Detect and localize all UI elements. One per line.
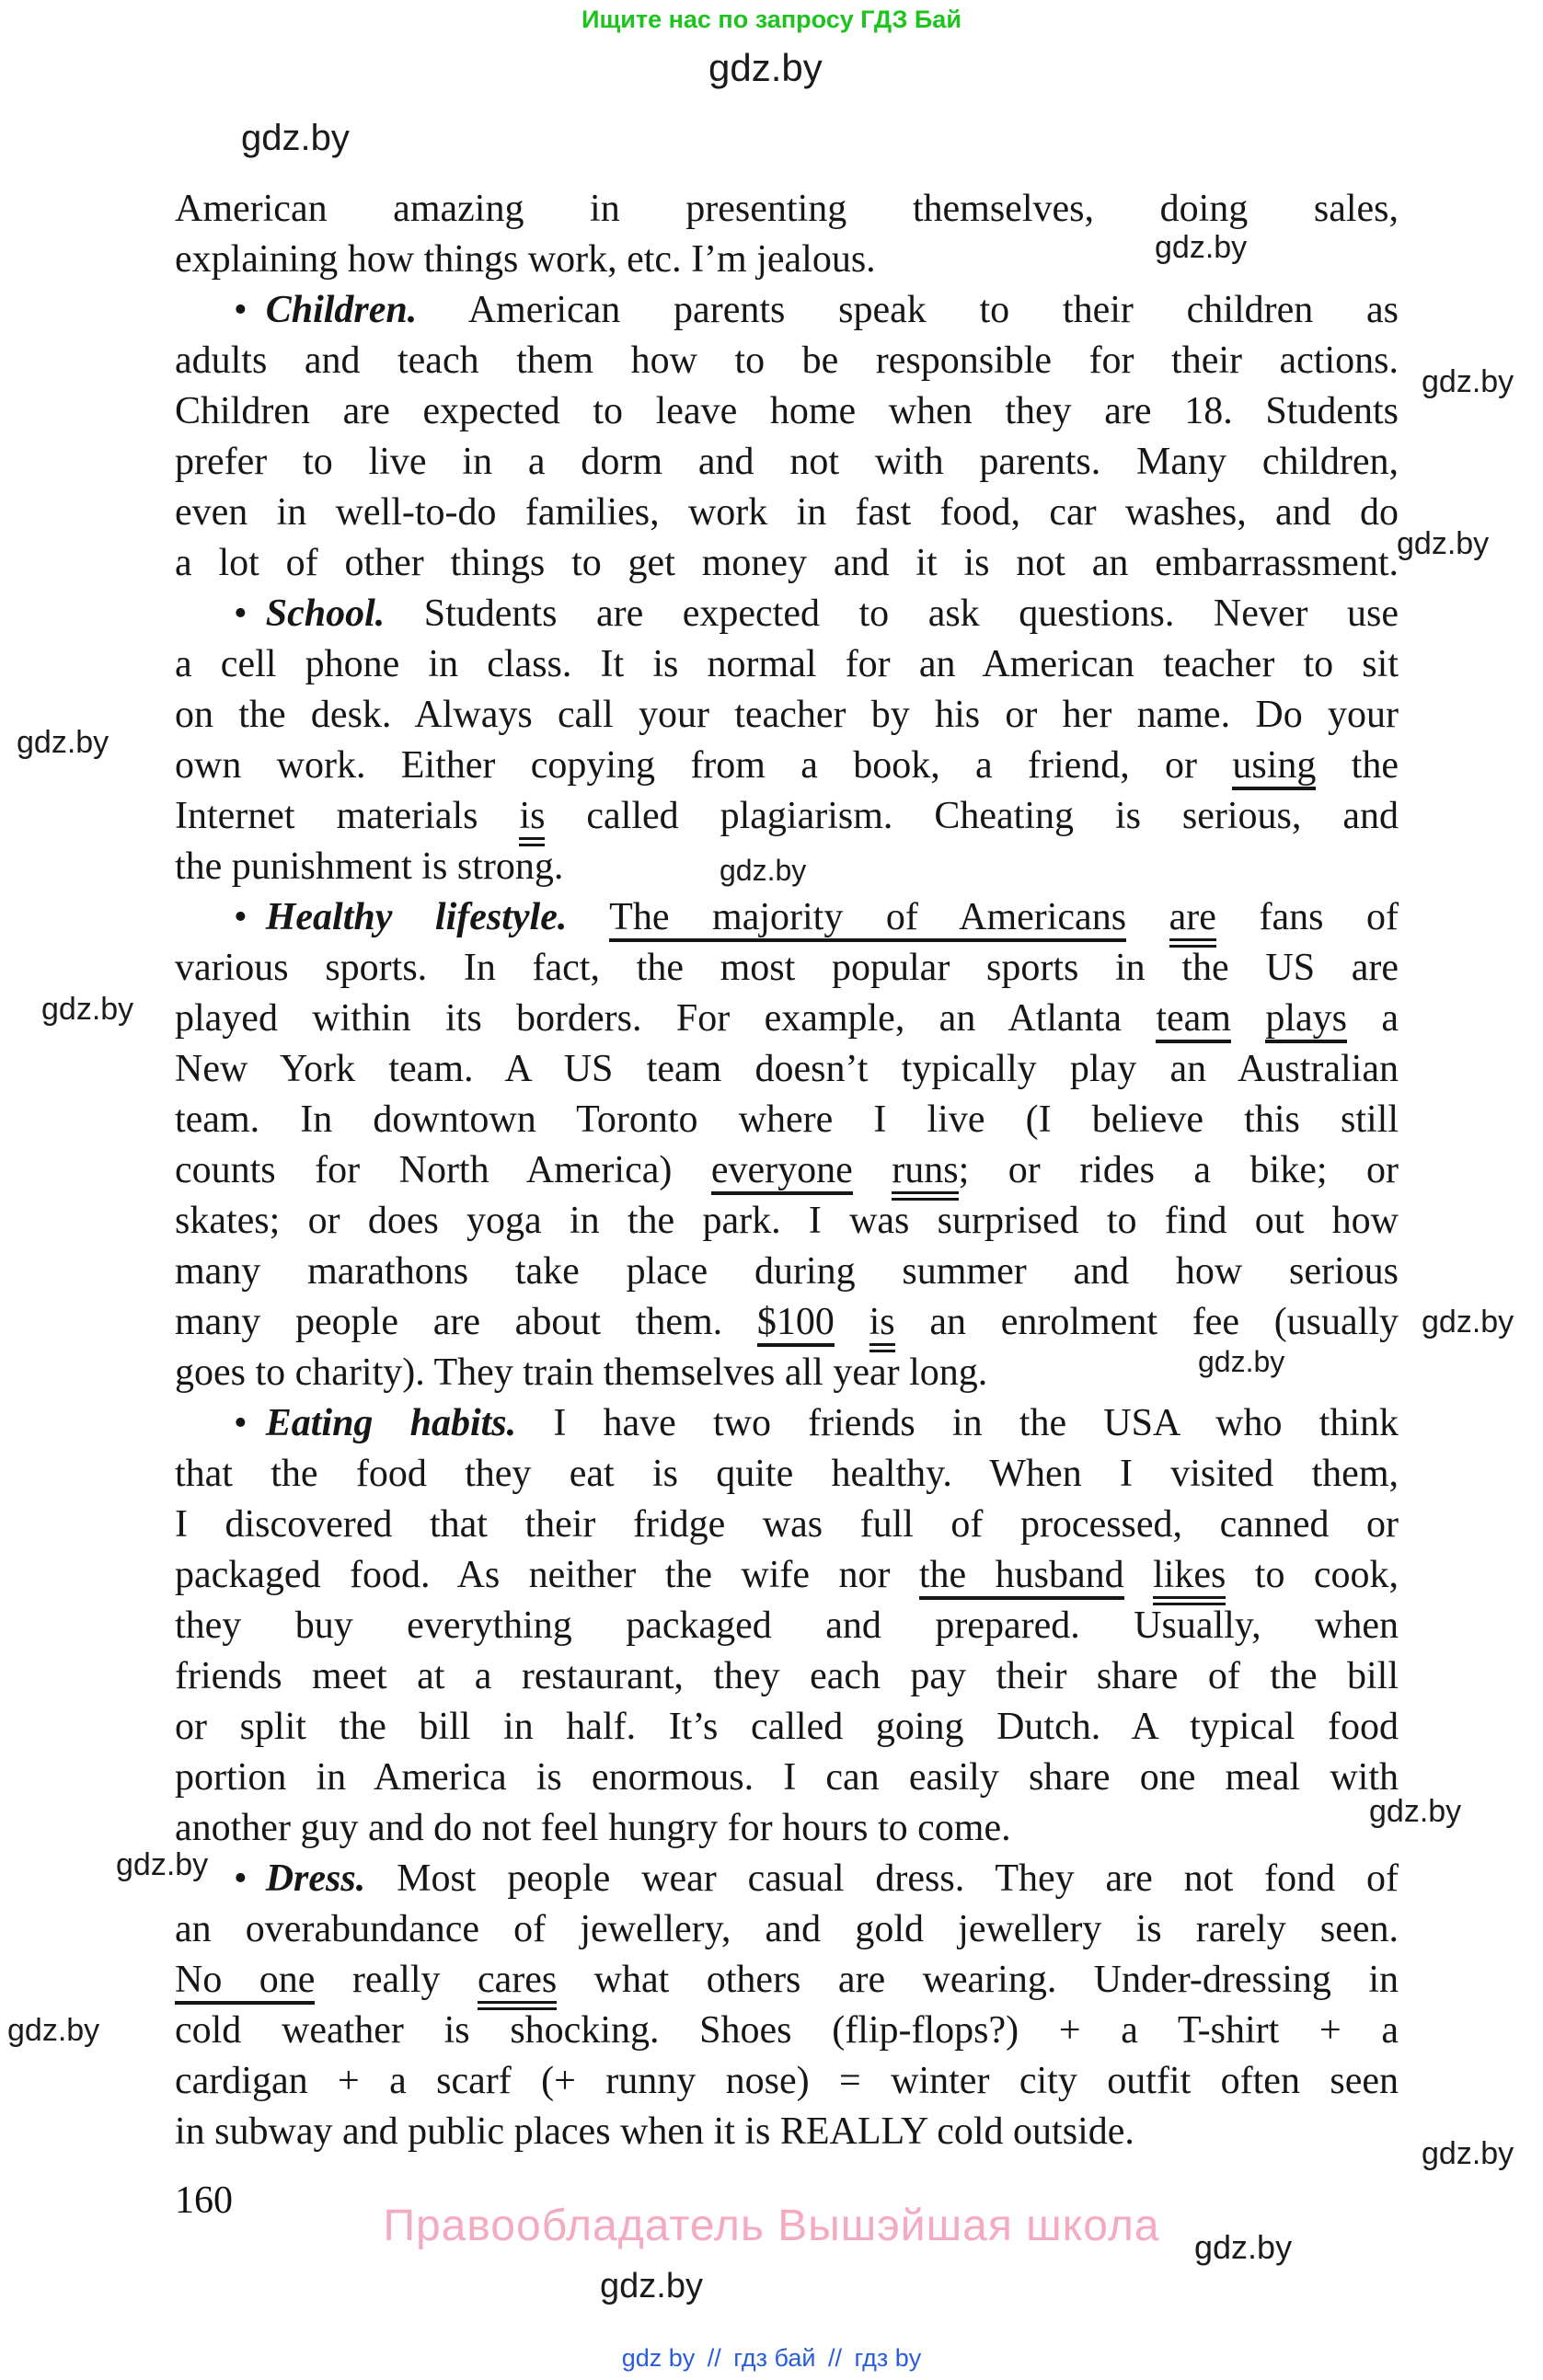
text-segment: or split the bill in half. It’s called going Dutch. A typical food <box>175 1706 1399 1748</box>
text-line <box>175 1702 1399 1753</box>
text-segment: $100 <box>757 1301 835 1347</box>
text-segment: portion in America is enormous. I can easily share one meal with <box>175 1756 1399 1799</box>
text-segment <box>853 1149 892 1191</box>
gdz-watermark: gdz.by <box>1194 2228 1293 2266</box>
text-line <box>175 285 1399 336</box>
text-line <box>175 1500 1399 1550</box>
paragraph <box>175 589 1399 892</box>
gdz-watermark: gdz.by <box>116 1847 209 1882</box>
text-line <box>175 1297 1399 1348</box>
text-line <box>175 994 1399 1044</box>
green-banner-text: Ищите нас по запросу ГДЗ Бай <box>582 6 961 33</box>
gdz-watermark: gdz.by <box>1397 526 1490 561</box>
text-segment: ; or rides a bike; or <box>958 1149 1399 1191</box>
text-segment: Children are expected to leave home when they are 18. Students <box>175 390 1399 432</box>
text-line <box>175 1348 1399 1398</box>
text-line <box>175 639 1399 690</box>
gdz-watermark: gdz.by <box>708 46 823 89</box>
text-segment: various sports. In fact, the most popular sports in the US are <box>175 947 1399 989</box>
text-segment: cold weather is shocking. Shoes (flip-flops?) + a T-shirt + a <box>175 2009 1399 2052</box>
text-segment: in subway and public places when it is REALLY cold outside. <box>175 2110 1134 2153</box>
text-line <box>175 1803 1399 1854</box>
gdz-watermark: gdz.by <box>600 2267 703 2305</box>
text-segment: another guy and do not feel hungry for hours to come. <box>175 1807 1011 1849</box>
text-line <box>175 943 1399 994</box>
text-segment: Internet materials <box>175 795 520 837</box>
text-line <box>175 1398 1399 1449</box>
text-line <box>175 1753 1399 1803</box>
text-segment: packaged food. As neither the wife nor <box>175 1554 919 1596</box>
bullet-marker: • <box>234 896 248 938</box>
text-line <box>175 2056 1399 2107</box>
text-segment: they buy everything packaged and prepared. Usually, when <box>175 1604 1399 1647</box>
text-segment: a cell phone in class. It is normal for an American teacher to sit <box>175 643 1399 685</box>
text-segment: many people are about them. <box>175 1301 757 1343</box>
gdz-watermark: gdz.by <box>241 118 350 158</box>
footer-link[interactable]: gdz by <box>621 2344 696 2372</box>
text-segment: cardigan + a scarf (+ runny nose) = winter city outfit often seen <box>175 2060 1399 2102</box>
gdz-watermark: gdz.by <box>17 725 109 760</box>
text-line <box>175 1145 1399 1196</box>
text-segment: own work. Either copying from a book, a friend, or <box>175 744 1233 787</box>
bullet-marker: • <box>234 592 248 635</box>
text-segment: a <box>1347 997 1399 1040</box>
text-line <box>175 2006 1399 2056</box>
text-segment: what others are wearing. Under-dressing in <box>557 1959 1399 2001</box>
text-segment: played within its borders. For example, an Atlanta <box>175 997 1157 1040</box>
text-segment <box>835 1301 869 1343</box>
text-line <box>175 1044 1399 1095</box>
text-line <box>175 1449 1399 1500</box>
bullet-marker: • <box>234 289 248 331</box>
text-segment: friends meet at a restaurant, they each pay their share of the bill <box>175 1655 1399 1697</box>
text-segment <box>1231 997 1265 1040</box>
text-line <box>175 1854 1399 1904</box>
text-line <box>175 2107 1399 2157</box>
article-text <box>175 184 1399 2157</box>
gdz-watermark: gdz.by <box>1369 1794 1462 1829</box>
text-segment: No one <box>175 1959 315 2005</box>
text-segment: explaining how things work, etc. I’m jealous. <box>175 238 876 281</box>
text-line <box>175 1550 1399 1601</box>
paragraph <box>175 1398 1399 1854</box>
text-segment: plays <box>1265 997 1347 1043</box>
text-segment: an enrolment fee (usually <box>894 1301 1399 1343</box>
paragraph <box>175 1854 1399 2157</box>
bullet-marker: • <box>234 1857 248 1900</box>
gdz-watermark: gdz.by <box>7 2013 100 2048</box>
text-segment: many marathons take place during summer and how serious <box>175 1250 1399 1293</box>
footer-separator: // <box>700 2344 729 2372</box>
text-line <box>175 336 1399 386</box>
text-segment <box>567 896 609 938</box>
text-segment: called plagiarism. Cheating is serious, and <box>545 795 1399 837</box>
text-segment: using <box>1232 744 1316 790</box>
text-line <box>175 1247 1399 1297</box>
gdz-watermark: gdz.by <box>1422 2136 1514 2171</box>
publisher-note: Правообладатель Вышэйшая школа <box>383 2202 1160 2250</box>
text-segment: American amazing in presenting themselves, doing sales, <box>175 188 1399 230</box>
text-segment: Healthy lifestyle. <box>265 896 568 938</box>
text-line <box>175 1601 1399 1651</box>
text-segment: is <box>519 795 545 846</box>
text-segment: Dress. <box>265 1857 366 1900</box>
text-segment: a lot of other things to get money and it is not an embarrassment. <box>175 542 1399 584</box>
text-segment: skates; or does yoga in the park. I was surprised to find out how <box>175 1200 1399 1242</box>
text-segment: the punishment is strong. <box>175 845 564 888</box>
text-line <box>175 437 1399 488</box>
text-segment: to cook, <box>1226 1554 1399 1596</box>
text-line <box>175 842 1399 892</box>
text-segment: runs <box>892 1149 958 1201</box>
text-segment: Most people wear casual dress. They are not fond of <box>365 1857 1399 1900</box>
text-segment: Students are expected to ask questions. Never use <box>385 592 1399 635</box>
text-segment: fans of <box>1215 896 1399 938</box>
text-line <box>175 386 1399 437</box>
gdz-watermark: gdz.by <box>41 992 134 1027</box>
paragraph <box>175 892 1399 1398</box>
text-segment: Eating habits. <box>265 1402 517 1444</box>
text-segment: an overabundance of jewellery, and gold jewellery is rarely seen. <box>175 1908 1399 1950</box>
text-segment: everyone <box>711 1149 853 1195</box>
text-segment: likes <box>1153 1554 1226 1605</box>
gdz-watermark: gdz.by <box>1198 1345 1285 1378</box>
text-line <box>175 791 1399 842</box>
text-segment: that the food they eat is quite healthy. When I visited them, <box>175 1453 1399 1495</box>
gdz-watermark: gdz.by <box>1422 1305 1514 1339</box>
text-segment: the husband <box>919 1554 1124 1600</box>
text-line <box>175 1095 1399 1145</box>
gdz-watermark: gdz.by <box>1422 364 1514 399</box>
text-line <box>175 1904 1399 1955</box>
text-segment: really <box>315 1959 478 2001</box>
text-segment: I have two friends in the USA who think <box>516 1402 1399 1444</box>
text-line <box>175 1651 1399 1702</box>
text-segment: is <box>869 1301 895 1352</box>
gdz-watermark: gdz.by <box>1155 230 1248 265</box>
text-segment: are <box>1169 896 1216 948</box>
text-segment: counts for North America) <box>175 1149 711 1191</box>
text-line <box>175 1955 1399 2006</box>
footer-links <box>0 2344 1543 2373</box>
text-line <box>175 589 1399 639</box>
paragraph <box>175 285 1399 589</box>
text-segment: American parents speak to their children as <box>417 289 1399 331</box>
text-segment: Children. <box>265 289 418 331</box>
text-segment: School. <box>265 592 386 635</box>
text-segment: even in well-to-do families, work in fast food, car washes, and do <box>175 491 1399 534</box>
footer-separator: // <box>821 2344 849 2372</box>
text-segment: prefer to live in a dorm and not with parents. Many children, <box>175 441 1399 483</box>
text-segment: the <box>1316 744 1399 787</box>
text-segment: team. In downtown Toronto where I live (I believe this still <box>175 1098 1399 1141</box>
footer-link[interactable]: гдз by <box>854 2344 922 2372</box>
page-number: 160 <box>175 2179 233 2222</box>
text-line <box>175 1196 1399 1247</box>
text-line <box>175 488 1399 538</box>
text-segment: adults and teach them how to be responsible for their actions. <box>175 339 1399 382</box>
text-line <box>175 690 1399 741</box>
text-segment <box>1124 1554 1153 1596</box>
text-line <box>175 892 1399 943</box>
bullet-marker: • <box>234 1402 248 1444</box>
text-segment: on the desk. Always call your teacher by his or her name. Do your <box>175 694 1399 736</box>
text-segment: goes to charity). They train themselves all year long. <box>175 1351 988 1394</box>
text-segment: The majority of Americans <box>609 896 1126 942</box>
text-segment: New York team. A US team doesn’t typically play an Australian <box>175 1048 1399 1090</box>
text-segment: I discovered that their fridge was full of processed, canned or <box>175 1503 1399 1546</box>
text-line <box>175 741 1399 791</box>
gdz-watermark: gdz.by <box>720 854 807 887</box>
text-segment: team <box>1156 997 1231 1043</box>
text-segment <box>1126 896 1169 938</box>
paragraph <box>175 184 1399 285</box>
footer-link[interactable]: гдз бай <box>733 2344 816 2372</box>
text-line <box>175 184 1399 235</box>
text-line <box>175 538 1399 589</box>
text-line <box>175 235 1399 285</box>
text-segment: cares <box>478 1959 557 2010</box>
